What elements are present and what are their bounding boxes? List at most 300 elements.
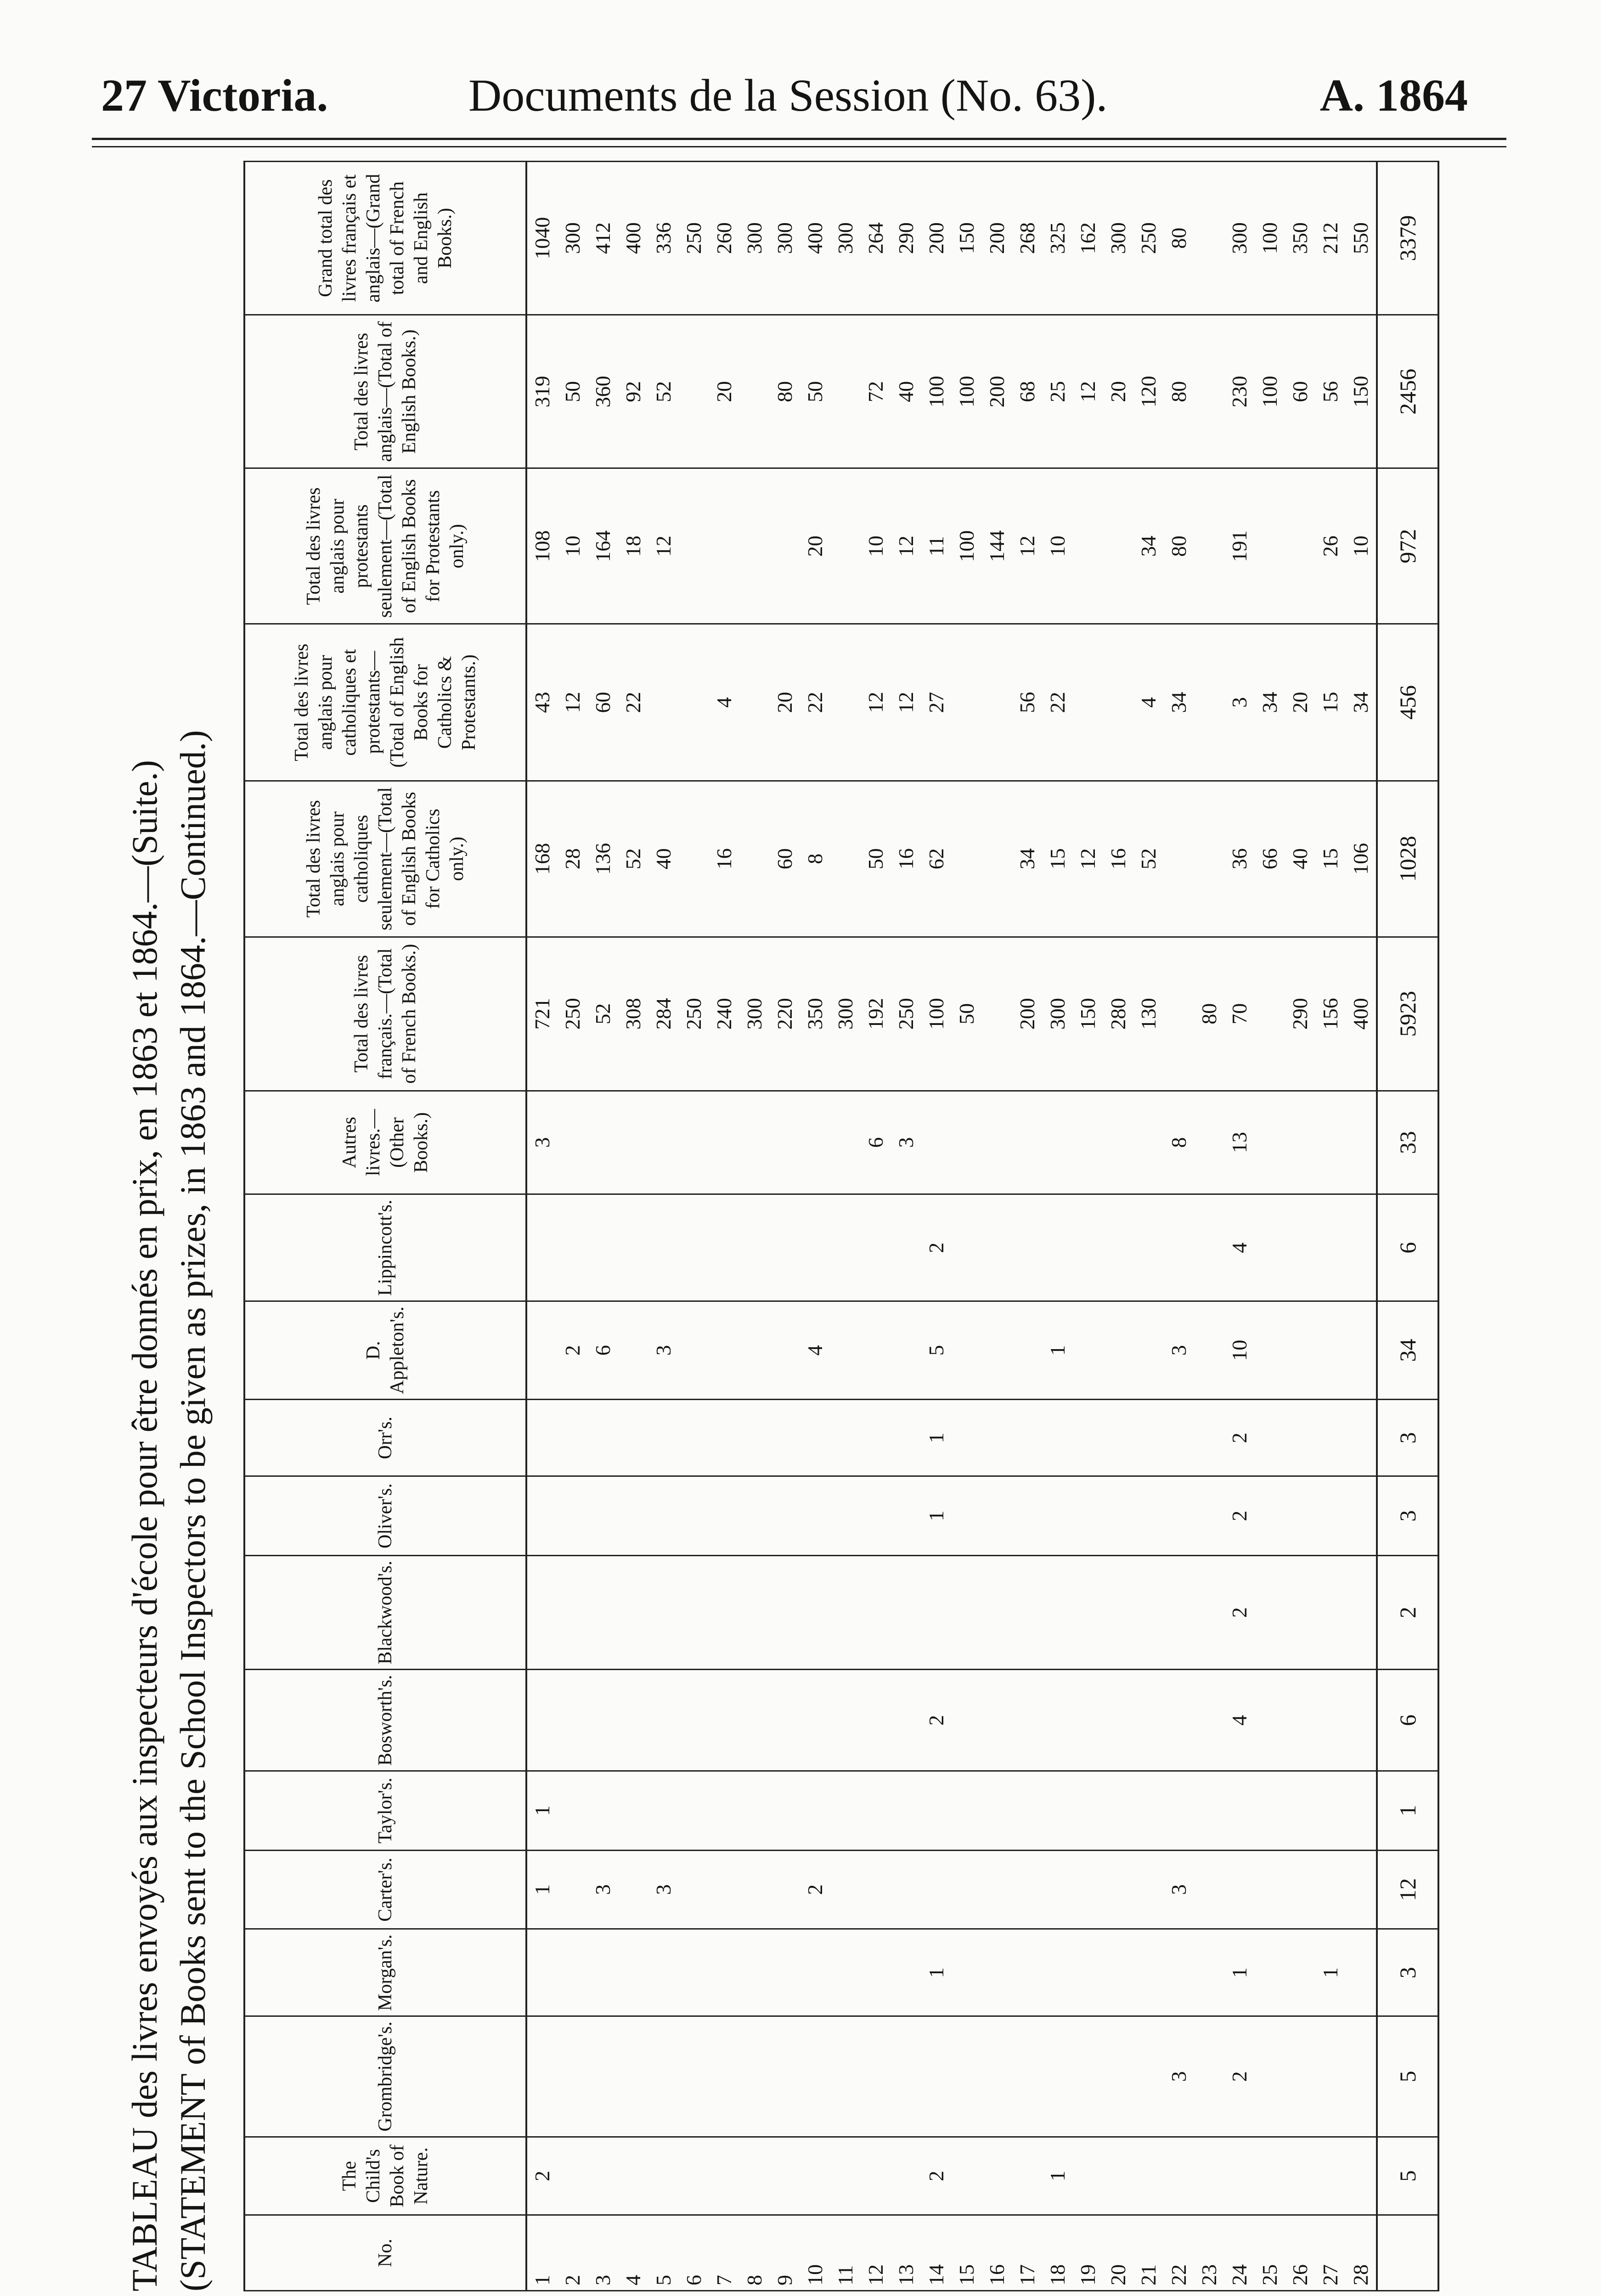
row-number: 15 (952, 2215, 982, 2291)
table-cell (1164, 1771, 1194, 1850)
table-cell (739, 624, 770, 781)
table-cell (830, 781, 861, 937)
table-cell (982, 1476, 1012, 1555)
table-header (244, 162, 526, 2291)
table-cell (982, 2016, 1012, 2137)
table-cell (1043, 1399, 1073, 1476)
table-cell: 100 (952, 468, 982, 624)
table-cell (679, 468, 709, 624)
table-row (1224, 162, 1255, 2291)
table-cell (1133, 2137, 1164, 2215)
table-cell (1073, 1194, 1103, 1301)
table-cell (1133, 2016, 1164, 2137)
table-cell (679, 1555, 709, 1670)
table-cell: 16 (891, 781, 921, 937)
table-cell: 191 (1224, 468, 1255, 624)
table-cell (1194, 2137, 1224, 2215)
total-cell: 2 (1377, 1555, 1438, 1670)
table-row (1255, 162, 1285, 2291)
table-cell: 250 (679, 937, 709, 1091)
table-cell: 212 (1315, 162, 1346, 315)
table-cell (1073, 468, 1103, 624)
table-cell (588, 1771, 618, 1850)
table-cell (921, 1771, 952, 1850)
table-cell (1346, 1929, 1377, 2016)
total-cell: 5 (1377, 2137, 1438, 2215)
table-cell (1043, 1850, 1073, 1929)
table-cell: 12 (1012, 468, 1043, 624)
table-cell: 10 (861, 468, 891, 624)
table-row (679, 162, 709, 2291)
row-number: 9 (770, 2215, 800, 2291)
table-cell (1043, 1929, 1073, 2016)
table-cell (1346, 1771, 1377, 1850)
table-cell (830, 1091, 861, 1194)
table-cell (952, 2137, 982, 2215)
table-cell: 43 (526, 624, 558, 781)
table-cell: 3 (1224, 624, 1255, 781)
table-cell: 80 (770, 315, 800, 468)
table-cell (1194, 781, 1224, 937)
table-cell (952, 781, 982, 937)
table-cell (1315, 1555, 1346, 1670)
table-cell: 40 (648, 781, 679, 937)
table-row (648, 162, 679, 2291)
table-cell (1255, 1929, 1285, 2016)
column-header: The Child's Book of Nature. (244, 2137, 526, 2215)
table-cell: 66 (1255, 781, 1285, 937)
total-cell: 5923 (1377, 937, 1438, 1091)
table-cell: 721 (526, 937, 558, 1091)
table-cell: 3 (1164, 1850, 1194, 1929)
table-cell (891, 1929, 921, 2016)
row-number: 16 (982, 2215, 1012, 2291)
row-number: 21 (1133, 2215, 1164, 2291)
table-cell (830, 2137, 861, 2215)
table-cell (1194, 1771, 1224, 1850)
table-cell: 164 (588, 468, 618, 624)
table-cell (1012, 2137, 1043, 2215)
table-cell (558, 1091, 588, 1194)
table-cell: 12 (891, 624, 921, 781)
table-cell (1255, 1476, 1285, 1555)
table-row (1103, 162, 1133, 2291)
table-cell (709, 1091, 739, 1194)
table-cell (800, 1194, 830, 1301)
table-cell (558, 1850, 588, 1929)
table-cell: 1 (921, 1399, 952, 1476)
table-cell: 4 (1224, 1670, 1255, 1771)
header-volume: 27 Victoria. (101, 70, 328, 121)
table-cell: 10 (1224, 1301, 1255, 1400)
table-cell: 284 (648, 937, 679, 1091)
table-row (1012, 162, 1043, 2291)
table-cell (830, 1194, 861, 1301)
table-cell: 4 (1133, 624, 1164, 781)
table-cell: 27 (921, 624, 952, 781)
table-cell: 60 (588, 624, 618, 781)
table-cell (770, 2016, 800, 2137)
table-cell (830, 1555, 861, 1670)
table-cell (861, 1194, 891, 1301)
table-cell (1255, 1399, 1285, 1476)
table-cell (739, 1929, 770, 2016)
table-cell (648, 1399, 679, 1476)
table-cell: 80 (1164, 315, 1194, 468)
table-cell (830, 1399, 861, 1476)
table-cell (1073, 1670, 1103, 1771)
table-cell: 20 (709, 315, 739, 468)
table-cell (861, 1670, 891, 1771)
table-cell: 10 (1043, 468, 1073, 624)
total-cell: 972 (1377, 468, 1438, 624)
table-cell (1103, 1670, 1133, 1771)
table-row (1164, 162, 1194, 2291)
header-title: Documents de la Session (No. 63). (468, 70, 1108, 121)
table-cell: 2 (921, 2137, 952, 2215)
table-cell (1164, 1929, 1194, 2016)
row-number: 22 (1164, 2215, 1194, 2291)
table-cell (1194, 1091, 1224, 1194)
table-cell (1012, 1670, 1043, 1771)
table-cell (588, 1194, 618, 1301)
table-cell (1255, 2016, 1285, 2137)
table-cell: 4 (1224, 1194, 1255, 1301)
table-cell (982, 624, 1012, 781)
table-cell (1164, 1476, 1194, 1555)
total-cell: 12 (1377, 1850, 1438, 1929)
table-cell: 50 (861, 781, 891, 937)
table-cell (1103, 1850, 1133, 1929)
table-cell (1133, 1929, 1164, 2016)
table-cell (830, 1670, 861, 1771)
table-cell: 162 (1073, 162, 1103, 315)
column-header: Taylor's. (244, 1771, 526, 1850)
table-cell: 250 (891, 937, 921, 1091)
table-cell (982, 2137, 1012, 2215)
table-cell (1194, 468, 1224, 624)
table-cell: 300 (1224, 162, 1255, 315)
table-cell: 34 (1164, 624, 1194, 781)
table-cell: 100 (952, 315, 982, 468)
row-number: 1 (526, 2215, 558, 2291)
table-cell (739, 1091, 770, 1194)
table-cell: 156 (1315, 937, 1346, 1091)
table-cell: 25 (1043, 315, 1073, 468)
table-cell (952, 624, 982, 781)
column-header: Morgan's. (244, 1929, 526, 2016)
table-cell (1255, 1301, 1285, 1400)
table-cell (861, 1555, 891, 1670)
table-cell: 3 (588, 1850, 618, 1929)
table-cell (800, 1929, 830, 2016)
table-cell (800, 1476, 830, 1555)
table-cell: 15 (1315, 624, 1346, 781)
table-cell (1315, 1194, 1346, 1301)
table-cell (709, 1771, 739, 1850)
total-cell: 3379 (1377, 162, 1438, 315)
table-cell (618, 1476, 648, 1555)
table-cell (1315, 2016, 1346, 2137)
table-cell (679, 2016, 709, 2137)
table-cell (648, 1194, 679, 1301)
table-cell (526, 1399, 558, 1476)
total-cell: 2456 (1377, 315, 1438, 468)
table-cell: 240 (709, 937, 739, 1091)
table-cell (921, 2016, 952, 2137)
table-cell (648, 1929, 679, 2016)
table-cell (921, 1091, 952, 1194)
table-cell: 290 (1285, 937, 1315, 1091)
table-cell (679, 1091, 709, 1194)
table-cell (1103, 1194, 1133, 1301)
table-cell: 10 (558, 468, 588, 624)
row-number: 5 (648, 2215, 679, 2291)
total-cell: 1 (1377, 1771, 1438, 1850)
table-cell: 2 (1224, 1399, 1255, 1476)
total-cell: 456 (1377, 624, 1438, 781)
table-cell: 280 (1103, 937, 1133, 1091)
table-cell: 6 (588, 1301, 618, 1400)
table-cell (648, 1555, 679, 1670)
table-cell (679, 1399, 709, 1476)
table-cell (1194, 315, 1224, 468)
table-cell: 36 (1224, 781, 1255, 937)
table-cell (1346, 1850, 1377, 1929)
table-cell (618, 1555, 648, 1670)
table-cell: 15 (1043, 781, 1073, 937)
table-cell: 220 (770, 937, 800, 1091)
table-cell (952, 1301, 982, 1400)
table-cell (1164, 1670, 1194, 1771)
table-cell (1346, 1091, 1377, 1194)
table-cell (952, 1091, 982, 1194)
total-cell (1377, 2215, 1438, 2291)
table-cell (1043, 1670, 1073, 1771)
table-cell (861, 2137, 891, 2215)
table-cell (1194, 1194, 1224, 1301)
table-row (1043, 162, 1073, 2291)
table-cell (891, 1850, 921, 1929)
table-cell (800, 1399, 830, 1476)
table-cell (952, 1929, 982, 2016)
column-header: D. Appleton's. (244, 1301, 526, 1400)
table-cell: 319 (526, 315, 558, 468)
table-cell (739, 1555, 770, 1670)
table-cell (1043, 1091, 1073, 1194)
table-cell (800, 1670, 830, 1771)
column-header: Orr's. (244, 1399, 526, 1476)
table-cell: 2 (921, 1670, 952, 1771)
column-header: Grand total des livres français et anglais—(Grand total of French and English Books.) (244, 162, 526, 315)
table-cell: 2 (1224, 1476, 1255, 1555)
column-header: Carter's. (244, 1850, 526, 1929)
table-cell (679, 1771, 709, 1850)
table-cell (679, 1476, 709, 1555)
table-cell: 2 (921, 1194, 952, 1301)
table-cell (830, 315, 861, 468)
table-cell (952, 2016, 982, 2137)
table-cell (1346, 1301, 1377, 1400)
table-cell (679, 624, 709, 781)
table-cell: 1 (921, 1476, 952, 1555)
table-cell: 34 (1012, 781, 1043, 937)
table-cell: 12 (648, 468, 679, 624)
table-cell: 12 (1073, 781, 1103, 937)
table-cell: 1040 (526, 162, 558, 315)
table-cell (1285, 1555, 1315, 1670)
table-cell (1043, 1555, 1073, 1670)
table-cell: 52 (618, 781, 648, 937)
row-number: 6 (679, 2215, 709, 2291)
table-footer (1377, 162, 1438, 2291)
table-cell (588, 1399, 618, 1476)
table-cell (648, 1091, 679, 1194)
table-row (1285, 162, 1315, 2291)
table-cell (830, 624, 861, 781)
table-cell (588, 1476, 618, 1555)
table-cell (709, 1670, 739, 1771)
table-cell (921, 1555, 952, 1670)
table-cell: 350 (800, 937, 830, 1091)
row-number: 3 (588, 2215, 618, 2291)
table-cell: 5 (921, 1301, 952, 1400)
column-header: Total des livres français.—(Total of French Books.) (244, 937, 526, 1091)
table-cell (891, 1194, 921, 1301)
header-year: A. 1864 (1319, 70, 1468, 121)
table-cell (1194, 162, 1224, 315)
table-cell (1012, 1194, 1043, 1301)
table-cell: 400 (800, 162, 830, 315)
column-header: Autres livres.—(Other Books.) (244, 1091, 526, 1194)
table-cell (739, 1670, 770, 1771)
table-cell (679, 1850, 709, 1929)
table-cell (588, 1670, 618, 1771)
table-cell (679, 781, 709, 937)
table-cell (1164, 1194, 1194, 1301)
table-cell (830, 1476, 861, 1555)
table-cell (800, 1555, 830, 1670)
table-cell (770, 468, 800, 624)
table-cell (1133, 1850, 1164, 1929)
table-cell (526, 1929, 558, 2016)
table-cell: 60 (1285, 315, 1315, 468)
table-cell (1285, 1850, 1315, 1929)
table-cell (830, 1301, 861, 1400)
table-cell (558, 1771, 588, 1850)
table-cell (1285, 2016, 1315, 2137)
table-row (618, 162, 648, 2291)
table-cell: 144 (982, 468, 1012, 624)
table-cell: 250 (1133, 162, 1164, 315)
table-cell (770, 1091, 800, 1194)
table-cell (770, 1194, 800, 1301)
table-cell: 200 (921, 162, 952, 315)
table-cell: 8 (1164, 1091, 1194, 1194)
table-cell (1315, 2137, 1346, 2215)
table-cell (679, 1194, 709, 1301)
table-cell (709, 1194, 739, 1301)
table-cell (1194, 1301, 1224, 1400)
column-header: Total des livres anglais pour protestants seulement—(Total of English Books for Protestants only.) (244, 468, 526, 624)
column-header: Oliver's. (244, 1476, 526, 1555)
table-cell (1346, 2137, 1377, 2215)
table-cell: 20 (800, 468, 830, 624)
row-number: 18 (1043, 2215, 1073, 2291)
table-cell (861, 2016, 891, 2137)
column-header: Blackwood's. (244, 1555, 526, 1670)
table-cell: 10 (1346, 468, 1377, 624)
table-cell (1315, 1771, 1346, 1850)
table-cell (1224, 1771, 1255, 1850)
table-cell (526, 2016, 558, 2137)
table-cell (1285, 1399, 1315, 1476)
table-cell: 108 (526, 468, 558, 624)
table-cell (1315, 1476, 1346, 1555)
table-cell (1164, 937, 1194, 1091)
table-cell (1073, 1555, 1103, 1670)
table-cell (618, 1301, 648, 1400)
table-cell (1194, 1670, 1224, 1771)
table-row (1315, 162, 1346, 2291)
table-row (891, 162, 921, 2291)
title-english: (STATEMENT of Books sent to the School Inspectors to be given as prizes, in 1863 and 1864.—Continued.) (173, 730, 213, 2291)
table-cell (1346, 1194, 1377, 1301)
table-cell (1164, 781, 1194, 937)
table-cell (679, 2137, 709, 2215)
table-cell: 40 (891, 315, 921, 468)
table-row (830, 162, 861, 2291)
table-cell (1012, 1301, 1043, 1400)
table-cell (618, 1091, 648, 1194)
table-cell (800, 2016, 830, 2137)
table-cell: 52 (588, 937, 618, 1091)
table-cell (861, 1771, 891, 1850)
table-cell (558, 2137, 588, 2215)
table-title (119, 161, 239, 2291)
table-cell (648, 1476, 679, 1555)
table-cell (770, 1399, 800, 1476)
table-cell (588, 2016, 618, 2137)
table-cell: 12 (1073, 315, 1103, 468)
table-cell (739, 1476, 770, 1555)
table-cell (770, 2137, 800, 2215)
table-cell (1103, 624, 1133, 781)
table-cell: 70 (1224, 937, 1255, 1091)
row-number: 23 (1194, 2215, 1224, 2291)
column-header: Total des livres anglais pour catholiques et protestants—(Total of English Books for Catholics & Protestants.) (244, 624, 526, 781)
table-cell (739, 468, 770, 624)
table-cell (982, 1850, 1012, 1929)
row-number: 25 (1255, 2215, 1285, 2291)
table-cell (1133, 1555, 1164, 1670)
table-cell (709, 1399, 739, 1476)
table-cell (558, 1194, 588, 1301)
table-cell (618, 1194, 648, 1301)
table-cell: 106 (1346, 781, 1377, 937)
table-cell (1133, 1301, 1164, 1400)
table-cell: 2 (1224, 2016, 1255, 2137)
table-cell (618, 1399, 648, 1476)
table-cell: 200 (1012, 937, 1043, 1091)
table-cell (648, 624, 679, 781)
table-cell: 50 (952, 937, 982, 1091)
table-cell (770, 1301, 800, 1400)
table-cell: 3 (1164, 1301, 1194, 1400)
table-cell: 4 (709, 624, 739, 781)
row-number: 19 (1073, 2215, 1103, 2291)
total-cell: 3 (1377, 1929, 1438, 2016)
